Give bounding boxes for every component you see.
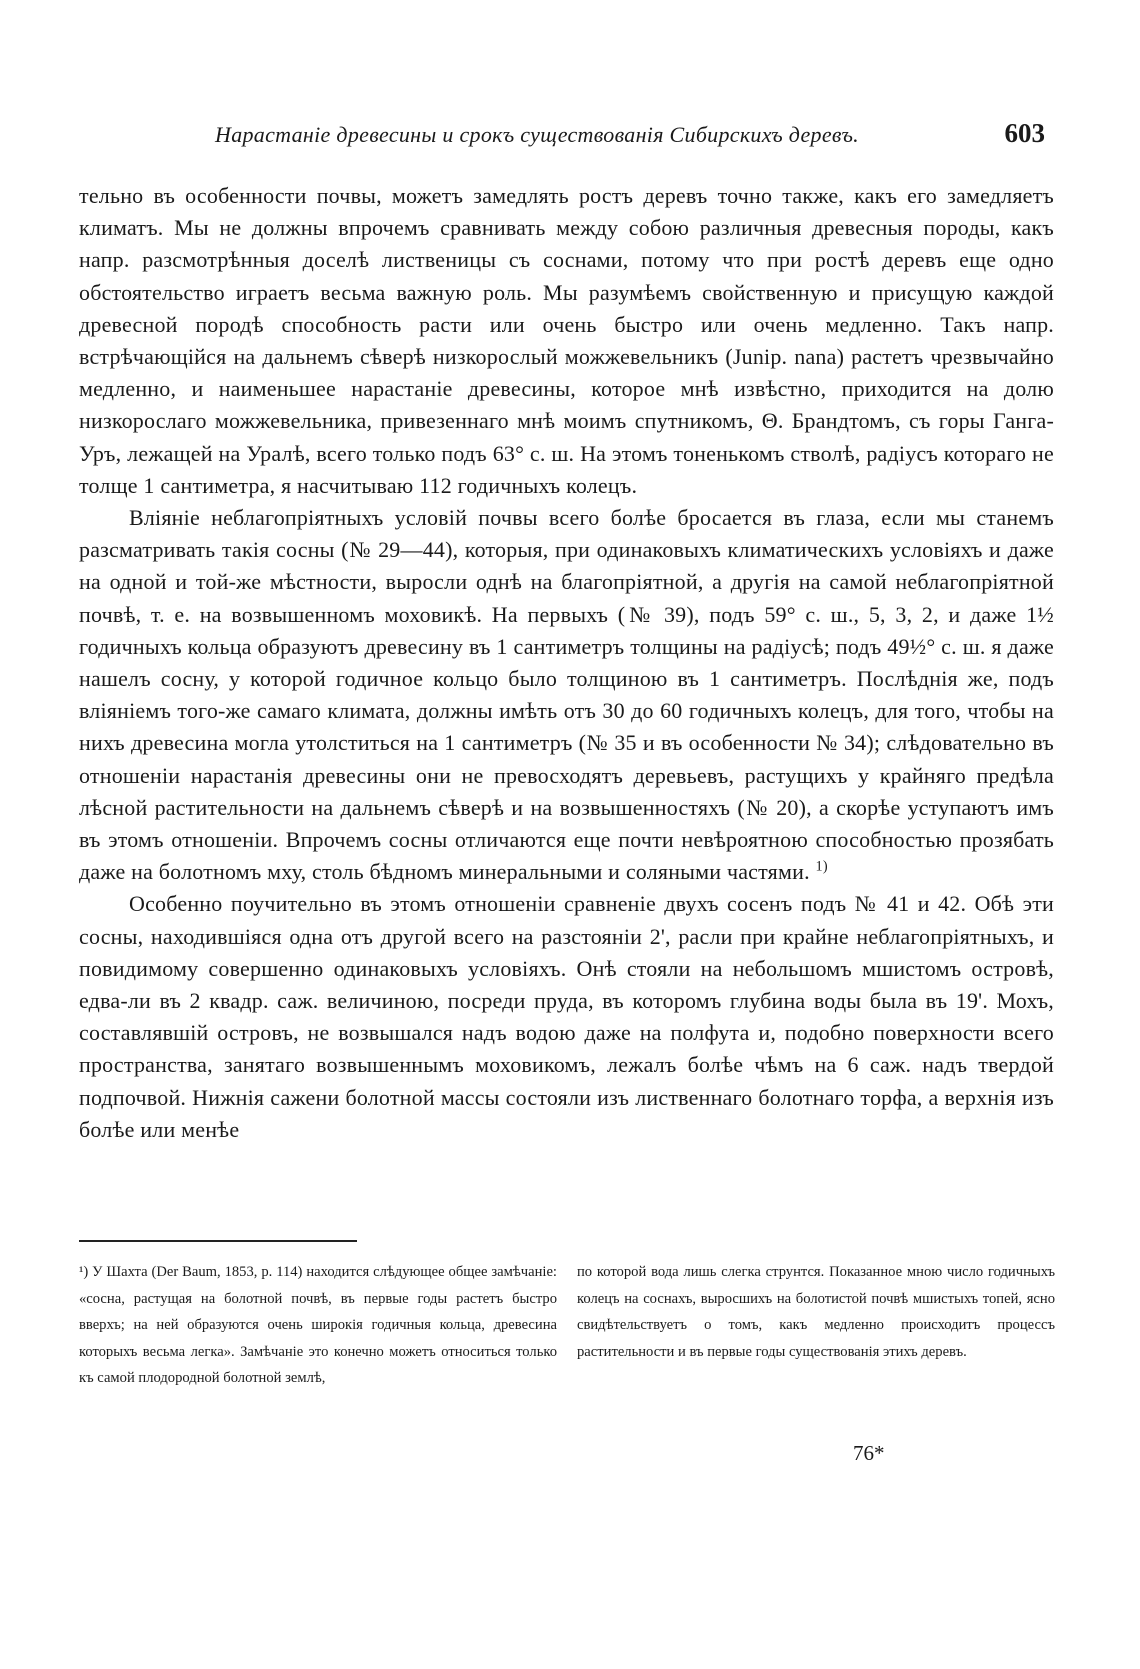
- footnote-column-left: [79, 1259, 557, 1392]
- page-number: 603: [1004, 118, 1045, 148]
- paragraph-2: [79, 502, 1054, 888]
- header-title: Нарастаніе древесины и срокъ существованія Сибирскихъ деревъ.: [215, 122, 859, 147]
- paragraph-3: Особенно поучительно въ этомъ отношеніи сравненіе двухъ сосенъ подъ № 41 и 42. Обѣ эти сосны, находившіяся одна отъ другой всего на разстояніи 2', расли при крайне неблагопріятныхъ, и повидимому совершенно одинаковыхъ условіяхъ. Онѣ стояли на небольшомъ мшистомъ островѣ, едва-ли въ 2 квадр. саж. величиною, посреди пруда, въ которомъ глубина воды была въ 19'. Мохъ, составлявшій островъ, не возвышался надъ водою даже на полфута и, подобно поверхности всего пространства, занятаго возвышеннымъ моховикомъ, лежалъ болѣе чѣмъ на 6 саж. надъ твердой подпочвой. Нижнія сажени болотной массы состояли изъ лиственнаго болотнаго торфа, а верхнія изъ болѣе или менѣе: [79, 891, 1054, 1142]
- paragraph-1: тельно въ особенности почвы, можетъ замедлять ростъ деревъ точно также, какъ его замедляетъ климатъ. Мы не должны впрочемъ сравнивать между собою различныя древесныя породы, какъ напр. разсмотрѣнныя доселѣ лиственицы съ соснами, потому что при ростѣ деревъ еще одно обстоятельство играетъ весьма важную роль. Мы разумѣемъ свойственную и присущую каждой древесной породѣ способность расти или очень быстро или очень медленно. Такъ напр. встрѣчающійся на дальнемъ сѣверѣ низкорослый можжевельникъ (Junip. nana) растетъ чрезвычайно медленно, и наименьшее нарастаніе древесины, которое мнѣ извѣстно, приходится на долю низкорослаго можжевельника, привезеннаго мнѣ моимъ спутникомъ, Θ. Брандтомъ, съ горы Ганга-Уръ, лежащей на Уралѣ, всего только подъ 63° с. ш. На этомъ тоненькомъ стволѣ, радіусъ котораго не толще 1 сантиметра, я насчитываю 112 годичныхъ колецъ.: [79, 183, 1054, 498]
- signature-mark: 76*: [853, 1441, 885, 1465]
- running-header: [215, 118, 1045, 158]
- footnote-marker: ¹): [79, 1264, 89, 1280]
- footnote-text-left: У Шахта (Der Baum, 1853, p. 114) находится слѣдующее общее замѣчаніе: «сосна, растущая на болотной почвѣ, въ первые годы растетъ быстро вверхъ; на ней образуются очень широкія годичныя кольца, древесина которыхъ весьма легка». Замѣчаніе это конечно можетъ относиться только къ самой плодородной болотной землѣ,: [79, 1264, 557, 1386]
- footnote-divider: [79, 1240, 357, 1242]
- footnote-reference: 1): [815, 858, 828, 875]
- paragraph-2-text: Вліяніе неблагопріятныхъ условій почвы всего болѣе бросается въ глаза, если мы станемъ разсматривать такія сосны (№ 29—44), которыя, при одинаковыхъ климатическихъ условіяхъ и даже на одной и той-же мѣстности, выросли однѣ на благопріятной, а другія на самой неблагопріятной почвѣ, т. е. на возвышенномъ моховикѣ. На первыхъ (№ 39), подъ 59° с. ш., 5, 3, 2, и даже 1½ годичныхъ кольца образуютъ древесину въ 1 сантиметръ толщины на радіусѣ; подъ 49½° с. ш. я даже нашелъ сосну, у которой годичное кольцо было толщиною въ 1 сантиметръ. Послѣднія же, подъ вліяніемъ того-же самаго климата, должны имѣть отъ 30 до 60 годичныхъ колецъ, для того, чтобы на нихъ древесина могла утолститься на 1 сантиметръ (№ 35 и въ особенности № 34); слѣдовательно въ отношеніи нарастанія древесины они не превосходятъ деревьевъ, растущихъ у крайняго предѣла лѣсной растительности на дальнемъ сѣверѣ и на возвышенностяхъ (№ 20), а скорѣе уступаютъ имъ въ этомъ отношеніи. Впрочемъ сосны отличаются еще почти невѣроятною способностью прозябать даже на болотномъ мху, столь бѣдномъ минеральными и соляными частями.: [79, 505, 1054, 885]
- footnote-column-right: по которой вода лишь слегка струнтся. Показанное мною число годичныхъ колецъ на соснахъ, выросшихъ на болотистой почвѣ мшистыхъ топей, ясно свидѣтельствуетъ о томъ, какъ медленно происходитъ процессъ растительности и въ первые годы существованія этихъ деревъ.: [577, 1264, 1055, 1360]
- main-text: [79, 180, 1054, 1146]
